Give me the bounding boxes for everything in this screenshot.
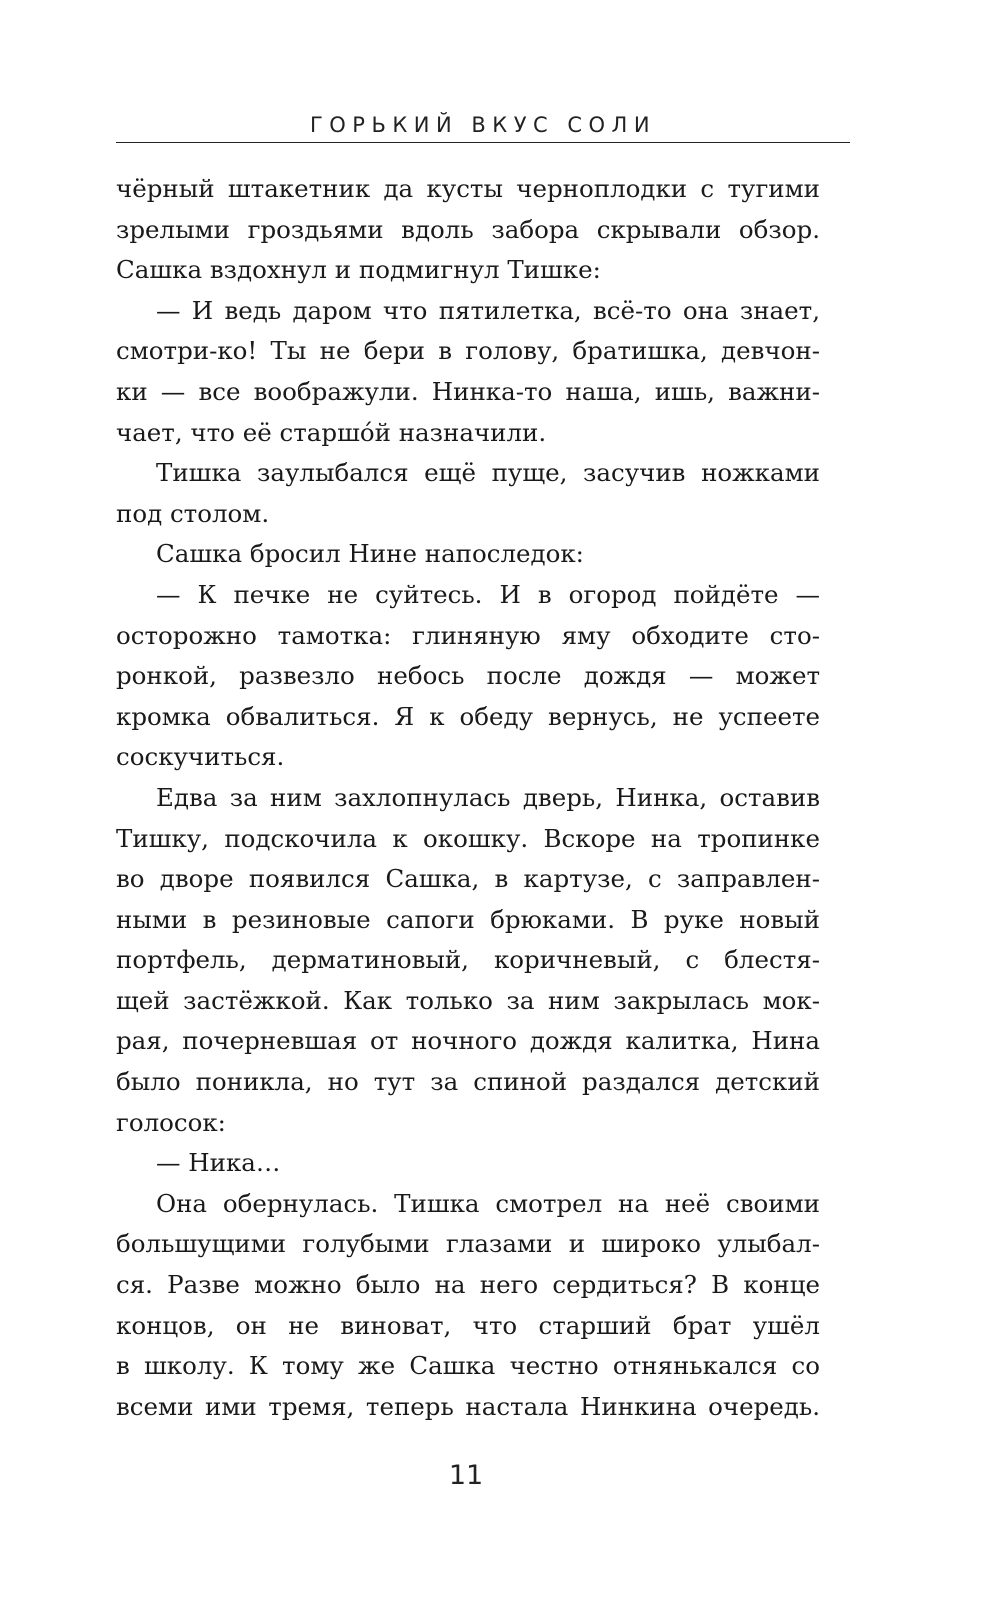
text-line: ными в резиновые сапоги брюками. В руке новый bbox=[116, 904, 820, 934]
text-line: осторожно тамотка: глиняную яму обходите сто- bbox=[116, 620, 820, 650]
text-line: смотри-ко! Ты не бери в голову, братишка, девчон- bbox=[116, 336, 820, 366]
text-line: большущими голубыми глазами и широко улыбал- bbox=[116, 1229, 820, 1259]
text-line: концов, он не виноват, что старший брат ушёл bbox=[116, 1310, 820, 1340]
text-line: голосок: bbox=[116, 1107, 226, 1137]
text-line: — Ника… bbox=[156, 1148, 281, 1178]
body-text bbox=[116, 169, 820, 1427]
text-line: Тишку, подскочила к окошку. Вскоре на тропинке bbox=[116, 823, 820, 853]
text-line: было поникла, но тут за спиной раздался детский bbox=[116, 1067, 820, 1097]
text-line: чёрный штакетник да кусты черноплодки с тугими bbox=[116, 174, 820, 203]
text-line: всеми ими тремя, теперь настала Нинкина очередь. bbox=[116, 1391, 820, 1421]
text-line: зрелыми гроздьями вдоль забора скрывали обзор. bbox=[116, 214, 820, 244]
text-line: Тишка заулыбался ещё пуще, засучив ножками bbox=[156, 458, 820, 488]
text-line: портфель, дерматиновый, коричневый, с блестя- bbox=[116, 945, 820, 975]
running-head-title: ГОРЬКИЙ ВКУС СОЛИ bbox=[309, 113, 657, 137]
text-line: во дворе появился Сашка, в картузе, с заправлен- bbox=[116, 864, 820, 894]
text-line: чает, что её старшóй назначили. bbox=[116, 417, 547, 447]
text-line: соскучиться. bbox=[116, 742, 285, 772]
text-line: Сашка бросил Нине напоследок: bbox=[156, 539, 584, 569]
text-line: кромка обвалиться. Я к обеду вернусь, не успеете bbox=[116, 701, 820, 731]
text-line: ронкой, развезло небось после дождя — может bbox=[116, 661, 820, 691]
text-line: ки — все воображули. Нинка-то наша, ишь, важни- bbox=[116, 376, 820, 406]
text-line: — К печке не суйтесь. И в огород пойдёте — bbox=[156, 579, 820, 609]
text-line: Сашка вздохнул и подмигнул Тишке: bbox=[116, 255, 601, 285]
text-line: ся. Разве можно было на него сердиться? В конце bbox=[116, 1270, 820, 1300]
text-line: в школу. К тому же Сашка честно отнянькался со bbox=[116, 1351, 820, 1381]
text-line: под столом. bbox=[116, 498, 270, 528]
text-line: Она обернулась. Тишка смотрел на неё своими bbox=[156, 1188, 820, 1218]
text-line: — И ведь даром что пятилетка, всё-то она знает, bbox=[156, 295, 820, 325]
text-line: щей застёжкой. Как только за ним закрылась мок- bbox=[116, 985, 820, 1015]
page-number: 11 bbox=[448, 1460, 484, 1491]
text-line: Едва за ним захлопнулась дверь, Нинка, оставив bbox=[156, 782, 820, 812]
header-rule bbox=[116, 142, 850, 143]
text-line: рая, почерневшая от ночного дождя калитка, Нина bbox=[116, 1026, 820, 1056]
